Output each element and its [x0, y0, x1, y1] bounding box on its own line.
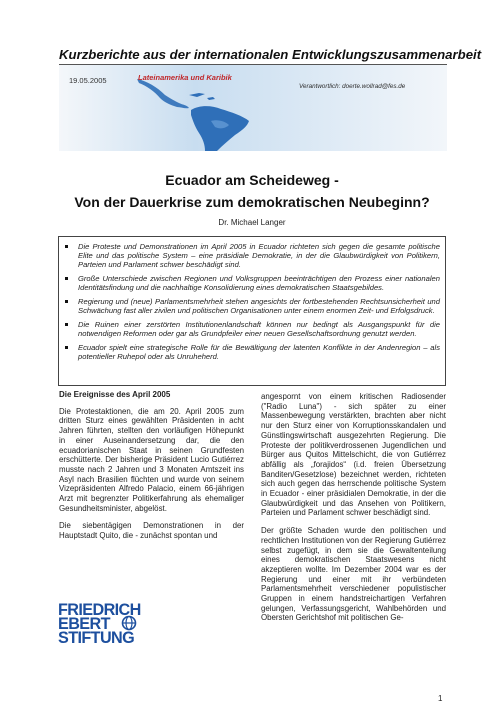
body-paragraph: Die Protestaktionen, die am 20. April 2005 zum dritten Sturz eines gewählten Präsidenten in acht Jahren führten, stellten den vorläufigen Höhepunkt in einer Auseinandersetzung dar, die den ecuadorianischen Staat in seinen Grundfesten erschütterte. Der bisherige Präsident Lucio Gutiérrez musste nach 2 Jahren und 3 Monaten Amtszeit ins Asyl nach Brasilien flüchten und wurde von seinem Vizepräsidenten Alfredo Palacio, einem 66-jährigen Arzt mit begrenzter Politikerfahrung als ehemaliger Gesundheitsminister, abgelöst.: [59, 406, 244, 513]
body-column-right: [261, 392, 446, 631]
document-title-line1: Ecuador am Scheideweg -: [165, 172, 339, 188]
bullet-icon: [65, 300, 68, 303]
summary-box: [58, 236, 446, 386]
summary-item: [64, 320, 440, 338]
body-column-left: [59, 390, 244, 549]
bullet-icon: [65, 346, 68, 349]
section-heading: Die Ereignisse des April 2005: [59, 390, 171, 399]
friedrich-ebert-stiftung-logo: [58, 603, 158, 651]
summary-text: Die Ruinen einer zerstörten Institutionenlandschaft können nur bedingt als Ausgangspunkt für die notwendigen Reformen oder gar als Grundpfeiler einer neuen Gesellschaftsordnung genutzt werden.: [78, 320, 440, 339]
author: Dr. Michael Langer: [218, 218, 286, 227]
bullet-icon: [65, 245, 68, 248]
logo-line1: FRIEDRICH: [58, 601, 141, 619]
globe-icon: [121, 615, 137, 631]
bullet-icon: [65, 323, 68, 326]
responsible-contact: Verantwortlich: doerte.wollrad@fes.de: [299, 83, 406, 90]
body-paragraph: Der größte Schaden wurde den politischen und rechtlichen Institutionen von der Regierung Gutiérrez selbst zugefügt, in dem sie die Gewaltenteilung eines demokratischen Staatswesens nicht akzeptieren wollte. Im Dezember 2004 war es der Regierung und einer mit ihr verbündeten Parlamentsmehrheit verschiedener populistischer Gruppen in einem handstreichartigen Verfahren gelungen, Verfassungsgericht, Wahlbehörden und Obersten Gerichtshof mit politischen Ge-: [261, 526, 446, 623]
series-title: Kurzberichte aus der internationalen Entwicklungszusammenarbeit: [59, 47, 482, 62]
summary-item: [64, 297, 440, 315]
summary-text: Große Unterschiede zwischen Regionen und Volksgruppen beeinträchtigen den Prozess einer nationalen Identitätsfindung und die nachhaltige Konsolidierung eines demokratischen Staatsgebildes.: [78, 274, 440, 293]
summary-text: Die Proteste und Demonstrationen im April 2005 in Ecuador richteten sich gegen die gesamte politische Elite und das politische System – eine präsidiale Demokratie, in der die Glaubwürdigkeit von Politikern, Parteien und Parlament schwer beschädigt sind.: [78, 242, 440, 270]
logo-line3: STIFTUNG: [58, 629, 135, 648]
region-label: Lateinamerika und Karibik: [138, 73, 232, 82]
page-number: 1: [438, 694, 443, 703]
logo-line2: EBERT: [58, 615, 110, 634]
summary-item: [64, 343, 440, 361]
summary-text: Ecuador spielt eine strategische Rolle für die Bewältigung der latenten Konflikte in der Andenregion – als potentieller Ruhepol oder als Unruheherd.: [78, 343, 440, 362]
latin-america-map-banner: [59, 65, 447, 151]
summary-item: [64, 274, 440, 292]
header-banner: [59, 64, 447, 151]
body-paragraph: Die siebentägigen Demonstrationen in der Hauptstadt Quito, die - zunächst spontan und: [59, 521, 244, 541]
summary-text: Regierung und (neue) Parlamentsmehrheit stehen angesichts der fortbestehenden Rechtsunsicherheit und Schwächung fast aller zivilen und politischen Organisationen unter einem enormen Zeit- und Erfolgsdruck.: [78, 297, 440, 316]
bullet-icon: [65, 277, 68, 280]
summary-item: [64, 242, 440, 270]
report-date: 19.05.2005: [69, 76, 107, 85]
body-paragraph: angespornt von einem kritischen Radiosender ("Radio Luna") - sich später zu einer Massenbewegung verstärkten, brachten aber nicht nur den Sturz einer von Korruptionsskandalen und Günstlingswirtschaft ausgezehrten Regierung. Die Proteste der politikverdrossenen Jugendlichen und Bürger aus Quitos Mittelschicht, die von Gutiérrez abfällig als „forajidos“ (i.d. freien Übersetzung Banditen/Gesetzlose) bezeichnet werden, richteten sich auch gegen das herrschende politische System in Ecuador - einer präsidialen Demokratie, in der die Glaubwürdigkeit und das Ansehen von Politikern, Parteien und Parlament schwer beschädigt sind.: [261, 392, 446, 518]
document-title-line2: Von der Dauerkrise zum demokratischen Neubeginn?: [74, 194, 430, 210]
